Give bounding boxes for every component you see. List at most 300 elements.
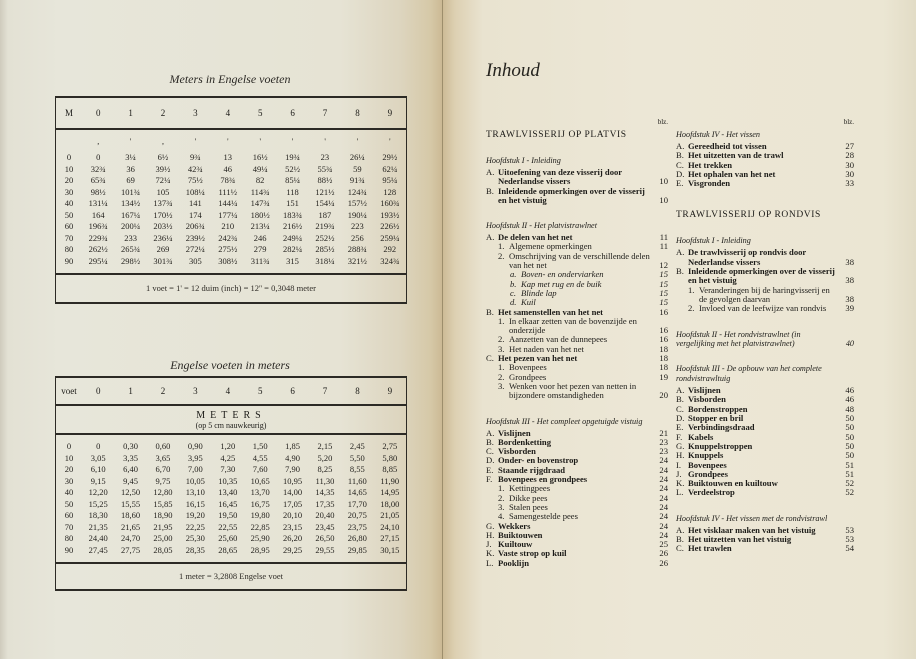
entry-text: Het pezen van het net: [498, 353, 578, 364]
table-row: [56, 244, 406, 256]
entry-page: 50: [845, 413, 854, 424]
chapter-title: Hoofdstuk IV - Het vissen: [676, 130, 760, 139]
book-fold: [442, 0, 443, 659]
entry-marker: 1.: [498, 315, 505, 326]
table-cell: 4,25: [220, 452, 236, 463]
chapter-title: Hoofdstuk I - Inleiding: [486, 156, 561, 165]
entry-marker: 1.: [498, 483, 505, 494]
entry-text: Het visklaar maken van het vistuig: [688, 524, 816, 535]
table-cell: 29,55: [315, 544, 335, 555]
table-cell: 301¾: [153, 255, 173, 266]
table2-title: Engelse voeten in meters: [170, 358, 290, 372]
table-cell: 27,45: [88, 544, 108, 555]
table-row: [56, 187, 406, 199]
toc-chapter: [676, 236, 854, 313]
column-header: 2: [160, 386, 166, 396]
row-label: 50: [64, 498, 74, 509]
table-cell: 193½: [380, 209, 400, 220]
column-header: 6: [290, 108, 295, 118]
toc-chapter: [676, 364, 854, 498]
table-cell: 282¼: [282, 244, 303, 254]
tick-mark: ': [356, 136, 359, 146]
table-cell: 279: [253, 244, 267, 254]
table-cell: 42¾: [187, 163, 203, 174]
table-cell: 20,10: [282, 510, 303, 520]
table-cell: 144¼: [218, 198, 238, 208]
table-cell: 118: [286, 186, 299, 197]
chapter-page: 40: [845, 338, 854, 348]
entry-page: 53: [845, 524, 854, 535]
entry-page: 51: [845, 468, 854, 479]
table-cell: 9,45: [123, 475, 139, 486]
entry-text: Omschrijving van de verschillende delen van het net: [509, 250, 650, 271]
table-cell: 13,70: [250, 487, 270, 497]
row-label: 20: [64, 175, 74, 185]
entry-marker: G.: [676, 440, 685, 451]
entry-text: Pooklijn: [498, 557, 530, 568]
table-cell: 154¼: [315, 198, 335, 208]
entry-text: Buiktouwen: [498, 529, 543, 540]
entry-marker: 2.: [498, 334, 505, 345]
entry-text: Veranderingen bij de haringvisserij en de gevolgen daarvan: [699, 284, 830, 304]
entry-marker: H.: [676, 450, 685, 461]
entry-page: 26: [659, 548, 668, 559]
table-cell: 114¾: [250, 186, 270, 197]
table-cell: 4,55: [252, 452, 268, 463]
entry-text: Bovenpees: [509, 362, 547, 373]
toc-entry: [486, 382, 668, 401]
entry-page: 30: [845, 168, 854, 179]
tick-mark: ': [324, 136, 326, 146]
entry-text: Bovenpees: [688, 459, 727, 470]
table-cell: 7,30: [220, 464, 236, 474]
table-cell: 26,80: [347, 533, 367, 543]
table-cell: 28,35: [185, 544, 205, 555]
corner-label: voet: [61, 386, 77, 396]
table-row: [56, 499, 406, 511]
table-cell: 19,80: [250, 510, 270, 520]
table-cell: 15,55: [121, 498, 141, 509]
entry-page: 24: [659, 464, 668, 475]
row-label: 30: [64, 186, 74, 197]
table-cell: 24,40: [88, 533, 108, 543]
table-cell: 95¼: [382, 175, 398, 185]
entry-marker: 1.: [688, 284, 695, 295]
chapter-title: Hoofdstuk II - Het platvistrawlnet: [486, 221, 597, 231]
toc-chapter: [486, 221, 668, 400]
tick-mark: ': [259, 136, 261, 146]
table-cell: 8,85: [382, 464, 398, 474]
table-cell: 269: [156, 244, 170, 254]
entry-text: Buiktouwen en kuiltouw: [688, 478, 778, 489]
table-cell: 13: [223, 152, 232, 162]
table-cell: 157½: [347, 198, 367, 208]
table-cell: 12,50: [121, 487, 141, 497]
table-cell: 213¼: [250, 221, 270, 231]
entry-page: 50: [845, 440, 854, 451]
entry-marker: A.: [486, 167, 495, 177]
table-cell: 5,20: [317, 452, 333, 463]
table-cell: 3,95: [187, 452, 203, 463]
table-cell: 98½: [90, 186, 106, 197]
chapter-heading: [676, 330, 854, 349]
table-cell: 0: [96, 152, 101, 162]
table-cell: 91¾: [349, 175, 365, 185]
table-cell: 16½: [252, 152, 268, 162]
entry-page: 18: [659, 362, 668, 373]
entry-page: 38: [845, 256, 854, 267]
table-cell: 49¼: [252, 163, 268, 174]
table-cell: 26,20: [282, 533, 303, 543]
entry-text: Kap met rug en de buik: [521, 278, 602, 289]
table-cell: 4,90: [285, 452, 300, 463]
table-cell: 210: [221, 221, 235, 231]
entry-text: Bovenpees en grondpees: [498, 474, 588, 485]
table-cell: 10,95: [282, 475, 303, 486]
table-cell: 0,60: [155, 441, 171, 451]
entry-marker: K.: [486, 548, 495, 559]
entry-page: 24: [659, 501, 668, 512]
row-label: 60: [64, 221, 74, 231]
table-cell: 5,50: [349, 452, 365, 463]
table-cell: 20,40: [315, 510, 335, 520]
entry-page: 24: [659, 483, 668, 494]
table1-footnote: 1 voet = 1' = 12 duim (inch) = 12'' = 0,3048 meter: [56, 273, 406, 302]
entry-page: 10: [659, 194, 668, 205]
table-cell: 8,25: [317, 464, 333, 474]
table1-header: [56, 98, 406, 130]
table1-body: [56, 152, 406, 267]
table1-tick-row: [56, 130, 406, 152]
table-cell: 256: [350, 232, 364, 243]
table-cell: 252½: [315, 232, 335, 243]
entry-page: 50: [845, 450, 854, 461]
row-label: 50: [64, 209, 74, 220]
table-cell: 24,10: [380, 521, 400, 532]
page-column-label: blz.: [657, 118, 668, 126]
entry-page: 11: [659, 232, 668, 243]
toc-chapter: [676, 514, 854, 554]
meters-to-feet-table: [55, 96, 407, 304]
table-cell: 21,95: [153, 521, 173, 532]
table-cell: 6,40: [123, 464, 139, 474]
table-cell: 7,00: [187, 464, 203, 474]
table-cell: 1,50: [252, 441, 268, 451]
entry-marker: B.: [486, 436, 494, 447]
table-cell: 272¼: [185, 244, 205, 254]
tick-mark: ': [194, 136, 197, 146]
entry-page: 15: [659, 297, 668, 308]
table-cell: 23,15: [282, 521, 303, 532]
entry-page: 16: [659, 306, 668, 317]
column-header: 3: [193, 108, 198, 118]
row-label: 40: [64, 198, 74, 208]
table2-header: [56, 378, 406, 406]
entry-text: Vaste strop op kuil: [498, 548, 567, 559]
entry-marker: J.: [486, 539, 492, 550]
entry-page: 50: [845, 431, 854, 442]
entry-text: Invloed van de leefwijze van rondvis: [699, 303, 827, 314]
table-cell: 27,15: [380, 533, 400, 543]
column-header: 4: [225, 386, 231, 396]
table-cell: 246: [253, 232, 267, 243]
entry-marker: 2.: [498, 371, 505, 382]
table-cell: 21,35: [88, 521, 108, 532]
entry-marker: A.: [676, 385, 685, 396]
entry-marker: A.: [676, 524, 685, 535]
entry-page: 24: [659, 455, 668, 466]
toc-entry: [486, 252, 668, 271]
entry-page: 18: [659, 343, 668, 354]
table-cell: 121½: [315, 186, 335, 197]
entry-marker: C.: [676, 543, 684, 554]
table-cell: 206¾: [185, 221, 205, 231]
entry-marker: C.: [676, 159, 684, 170]
entry-text: Uitoefening van deze visserij door Nederlandse vissers: [498, 167, 622, 187]
entry-text: Vislijnen: [688, 385, 721, 396]
entry-text: Staande rijgdraad: [498, 464, 566, 475]
entry-marker: 3.: [498, 343, 505, 354]
column-header: 8: [355, 386, 360, 396]
table-cell: 2,45: [349, 441, 365, 451]
tick-mark: ,: [97, 136, 100, 146]
table-row: [56, 487, 406, 499]
table-row: [56, 510, 406, 522]
table-row: [56, 210, 406, 222]
table-cell: 9,75: [155, 475, 171, 486]
entry-text: Kettingpees: [509, 483, 551, 494]
entry-marker: B.: [676, 150, 684, 161]
entry-marker: E.: [486, 464, 494, 475]
toc-chapter: [486, 156, 668, 205]
table-row: [56, 256, 406, 268]
table-cell: 141: [188, 198, 202, 208]
entry-text: Knuppelstroppen: [688, 440, 753, 451]
entry-marker: A.: [676, 247, 685, 258]
entry-page: 54: [845, 543, 854, 554]
entry-page: 24: [659, 511, 668, 522]
entry-marker: L.: [486, 557, 494, 568]
table-cell: 39½: [155, 163, 171, 174]
table-cell: 216½: [282, 221, 303, 231]
entry-marker: 1.: [498, 362, 505, 373]
table-cell: 0: [96, 441, 101, 451]
table-cell: 190¼: [347, 209, 367, 220]
table-row: [56, 522, 406, 534]
page-column-label: blz.: [843, 118, 854, 126]
table-cell: 11,30: [315, 475, 335, 486]
table-cell: 131¼: [88, 198, 108, 208]
entry-page: 46: [845, 385, 854, 396]
entry-text: Knuppels: [688, 450, 724, 461]
table-cell: 167¼: [121, 209, 141, 220]
table-cell: 242¾: [218, 232, 238, 243]
entry-page: 48: [845, 403, 854, 414]
table-cell: 15,85: [153, 498, 173, 509]
table-cell: 223: [350, 221, 364, 231]
table-cell: 308½: [218, 255, 238, 266]
table-cell: 6,10: [90, 464, 106, 474]
column-header: 1: [128, 108, 133, 118]
entry-text: Kuiltouw: [498, 539, 533, 550]
table-cell: 12,20: [88, 487, 108, 497]
table-row: [56, 152, 406, 164]
column-header: 7: [322, 108, 328, 118]
entry-text: Het samenstellen van het net: [498, 306, 604, 317]
table-cell: 9¾: [190, 152, 201, 162]
toc-title: Inhoud: [486, 60, 540, 81]
table-cell: 262½: [88, 244, 108, 254]
table-cell: 88½: [317, 175, 333, 185]
tick-mark: ': [129, 136, 132, 146]
entry-page: 30: [845, 159, 854, 170]
toc-chapter: [486, 417, 668, 568]
entry-text: Gereedheid tot vissen: [688, 141, 767, 151]
table-cell: 2,15: [317, 441, 333, 451]
chapter-title: Hoofdstuk III - De opbouw van het complete rondvistrawltuig: [676, 364, 822, 384]
table-cell: 18,30: [88, 510, 108, 520]
row-label: 10: [64, 163, 74, 174]
table-cell: 1,85: [285, 441, 300, 451]
table-cell: 62¼: [382, 163, 398, 174]
table-row: [56, 453, 406, 465]
table-cell: 16,75: [250, 498, 270, 509]
table-cell: 26,50: [315, 533, 335, 543]
row-label: 70: [64, 521, 74, 532]
table-cell: 18,60: [121, 510, 141, 520]
table-cell: 85¼: [285, 175, 300, 185]
table-cell: 23,75: [347, 521, 367, 532]
table-cell: 315: [286, 255, 299, 266]
entry-page: 39: [845, 303, 854, 314]
table-cell: 285½: [315, 244, 335, 254]
entry-text: Bordenstroppen: [688, 403, 748, 414]
table-cell: 13,10: [185, 487, 205, 497]
row-label: 10: [64, 452, 74, 463]
table-cell: 14,95: [380, 487, 400, 497]
table-cell: 19,20: [185, 510, 205, 520]
entry-marker: D.: [676, 168, 685, 179]
entry-page: 52: [845, 487, 854, 498]
table-cell: 174: [188, 209, 202, 220]
entry-marker: H.: [486, 529, 495, 540]
entry-marker: L.: [676, 487, 684, 498]
entry-page: 15: [659, 269, 668, 280]
table-cell: 1,20: [220, 441, 236, 451]
entry-text: Inleidende opmerkingen over de visserij en het vistuig: [498, 185, 645, 205]
entry-text: Boven- en onderviarken: [521, 269, 604, 280]
entry-page: 33: [845, 178, 854, 189]
entry-page: 20: [659, 390, 668, 401]
table-cell: 180½: [250, 209, 270, 220]
entry-marker: B.: [676, 266, 684, 277]
table-cell: 0,30: [123, 441, 139, 451]
entry-marker: A.: [676, 141, 685, 151]
table-cell: 321½: [347, 255, 367, 266]
table-cell: 295¼: [88, 255, 108, 266]
table-cell: 14,00: [282, 487, 303, 497]
table-cell: 233: [124, 232, 137, 243]
table-cell: 288¾: [347, 244, 367, 254]
table-cell: 36: [126, 163, 135, 174]
entry-marker: 2.: [498, 250, 505, 261]
entry-page: 25: [659, 539, 668, 550]
entry-marker: 2.: [498, 492, 505, 503]
table-cell: 160¾: [380, 198, 400, 208]
entry-marker: C.: [486, 353, 494, 364]
entry-text: Het naden van het net: [509, 343, 584, 354]
entry-marker: b.: [510, 278, 517, 289]
table-cell: 305: [188, 255, 202, 266]
table-cell: 26¼: [349, 152, 365, 162]
column-header: 3: [193, 386, 198, 396]
table2-footnote: 1 meter = 3,2808 Engelse voet: [56, 562, 406, 589]
column-header: 1: [128, 386, 133, 396]
table-cell: 29½: [382, 152, 398, 162]
table-cell: 6,70: [155, 464, 171, 474]
entry-page: 28: [845, 150, 854, 161]
entry-page: 52: [845, 478, 854, 489]
table-cell: 75½: [187, 175, 203, 185]
table-cell: 20,75: [347, 510, 367, 520]
tick-mark: ': [291, 136, 294, 146]
table-cell: 3,35: [123, 452, 139, 463]
entry-text: Algemene opmerkingen: [509, 241, 592, 252]
table-cell: 52½: [285, 163, 300, 174]
column-header: 4: [225, 108, 231, 118]
section-heading-platvis: TRAWLVISSERIJ OP PLATVIS: [486, 130, 627, 140]
table-row: [56, 533, 406, 545]
table-cell: 11,90: [380, 475, 400, 486]
section-heading-rondvis: TRAWLVISSERIJ OP RONDVIS: [676, 210, 821, 221]
entry-page: 19: [659, 371, 668, 382]
column-header: 9: [387, 108, 393, 118]
entry-text: Dikke pees: [509, 492, 548, 503]
entry-page: 11: [659, 241, 668, 252]
table-row: [56, 164, 406, 176]
table-cell: 259¼: [380, 232, 400, 243]
entry-page: 53: [845, 534, 854, 545]
table-row: [56, 198, 406, 210]
table-cell: 19,50: [218, 510, 238, 520]
entry-page: 24: [659, 529, 668, 540]
table1-title: Meters in Engelse voeten: [169, 72, 291, 86]
entry-page: 15: [659, 287, 668, 298]
table-row: [56, 175, 406, 187]
table-cell: 14,65: [347, 487, 367, 497]
entry-text: Het trekken: [688, 159, 732, 170]
table-cell: 203½: [153, 221, 173, 231]
row-label: 90: [64, 255, 74, 266]
entry-text: Het uitzetten van het vistuig: [688, 534, 792, 545]
entry-marker: 3.: [498, 501, 505, 512]
table-cell: 170½: [153, 209, 173, 220]
row-label: 70: [64, 232, 74, 243]
entry-marker: c.: [510, 287, 516, 298]
row-label: 20: [64, 464, 74, 474]
table-cell: 177¼: [218, 209, 238, 220]
entry-marker: I.: [676, 459, 682, 470]
row-label: 30: [64, 475, 74, 486]
table-cell: 10,35: [218, 475, 238, 486]
entry-text: Bordenketting: [498, 436, 551, 447]
table-cell: 27,75: [121, 544, 141, 555]
entry-marker: B.: [486, 185, 494, 196]
table-cell: 108¼: [185, 186, 205, 197]
entry-page: 46: [845, 394, 854, 405]
entry-page: 23: [659, 436, 668, 447]
row-label: 80: [64, 244, 74, 254]
